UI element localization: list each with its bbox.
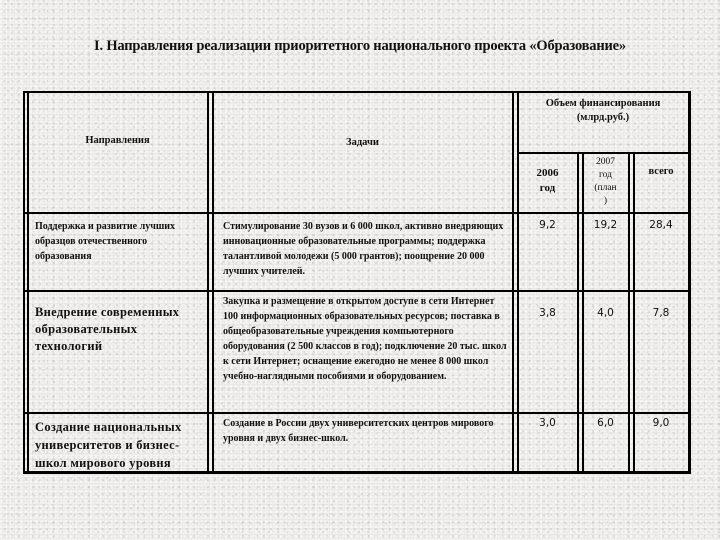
row-1-direction: Поддержка и развитие лучших образцов отечественного образования [35,221,176,262]
row-3-total-value: 9,0 [652,417,670,429]
header-total: всего [648,166,674,177]
header-bottom-border [23,212,691,214]
header-funding-group [518,97,688,125]
row-1-tasks: Стимулирование 30 вузов и 6 000 школ, активно внедряющих инновационные образовательные программы; поддержка талантливой молодежи (5 000 грантов); поощрение 20 000 лучших учителей. [223,221,504,277]
col-divider-2b [517,91,519,473]
row-2-2006-value: 3,8 [539,307,556,319]
header-2006-year: 2006 [536,167,559,179]
row-1-2006-value: 9,2 [539,219,556,231]
row-2-2007-value: 4,0 [597,307,614,319]
table-border-left [23,91,25,473]
table-border-right [688,91,691,473]
header-directions: Направления [85,135,150,146]
row-3-direction: Создание национальных университетов и бизнес-школ мирового уровня [35,420,182,470]
header-2006 [518,166,577,196]
header-2007-year: 2007 [596,157,615,167]
header-2006-label: год [539,182,556,194]
row-3-2007-value: 6,0 [597,417,614,429]
row-2-bottom-border [23,412,691,414]
header-2007-plan: (план [594,183,617,193]
header-subdivider [518,152,691,154]
header-2007-label: год [599,170,612,180]
row-3-tasks: Создание в России двух университетских центров мирового уровня и двух бизнес-школ. [223,418,494,444]
header-tasks: Задачи [346,137,379,148]
funding-table [23,91,691,473]
page-title: I. Направления реализации приоритетного национального проекта «Образование» [94,38,626,54]
row-3-2006-value: 3,0 [539,417,556,429]
col-divider-3a [577,152,579,473]
col-divider-1b [212,91,214,473]
header-2007-plan-close: ) [603,196,608,206]
table-border-left-inner [27,91,29,473]
col-divider-2a [512,91,514,473]
row-2-total-value: 7,8 [652,307,670,319]
table-border-top [23,91,691,93]
col-divider-4a [628,152,630,473]
col-divider-1a [207,91,209,473]
header-2007 [583,156,628,208]
row-2-direction: Внедрение современных образовательных технологий [35,305,180,353]
row-1-total-value: 28,4 [649,219,673,231]
header-funding-unit: (млрд.руб.) [576,112,630,123]
row-1-bottom-border [23,290,691,292]
row-1-2007-value: 19,2 [593,219,618,231]
header-funding-title: Объем финансирования [545,98,661,109]
row-2-tasks: Закупка и размещение в открытом доступе в сети Интернет 100 информационных образовательных ресурсов; поставка в общеобразовательные учреждения компьютерного оборудования (2 500 классов в год); подключение 20 тыс. школ к сети Интернет; оснащение ежегодно не менее 8 000 школ учебно-наглядными пособиями и оборудованием. [223,296,507,382]
